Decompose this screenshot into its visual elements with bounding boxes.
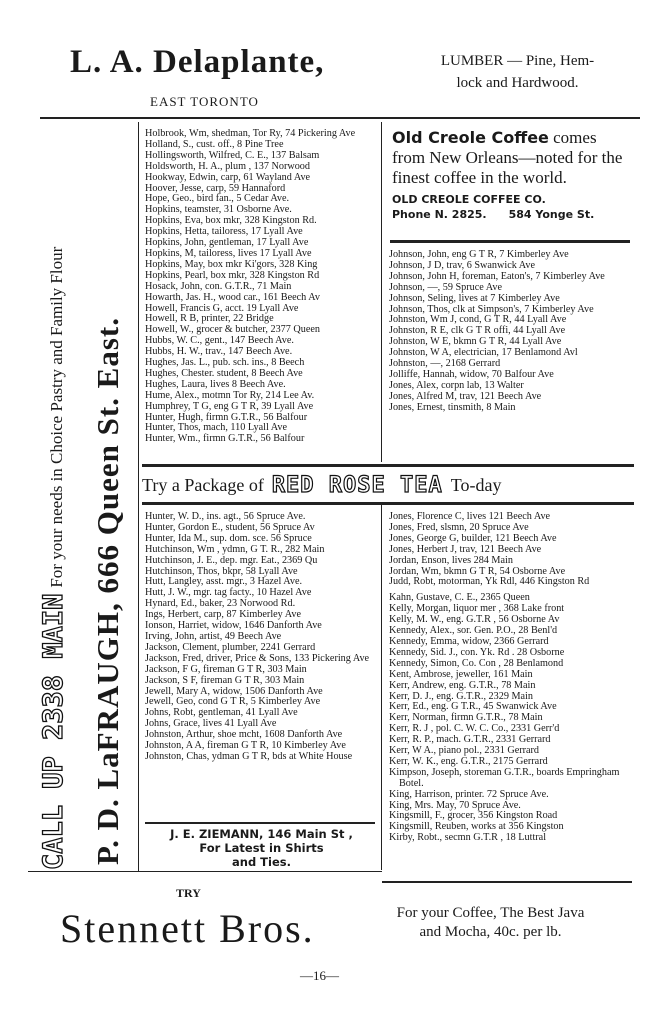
side-divider <box>138 122 139 872</box>
directory-entry: Johnson, J D, trav, 6 Swanwick Ave <box>389 259 536 271</box>
directory-entry: Johnston, Arthur, shoe mcht, 1608 Danforth Ave <box>145 729 343 741</box>
directory-entry: Howell, R B, printer, 22 Bridge <box>145 313 274 325</box>
directory-entry: Humphrey, T G, eng G T R, 39 Lyall Ave <box>145 400 314 412</box>
directory-entry: Johnson, Seling, lives at 7 Kimberley Ave <box>389 292 560 304</box>
stennett-line-2: and Mocha, 40c. per lb. <box>419 924 562 940</box>
directory-entry: Hubbs, H. W., trav., 147 Beech Ave. <box>145 346 293 358</box>
directory-entry: Jones, Alfred M, trav, 121 Beech Ave <box>389 390 542 402</box>
stennett-try: TRY <box>176 886 201 900</box>
directory-entry: Johnson, —, 59 Spruce Ave <box>389 281 502 293</box>
directory-entry: Kerr, R. J , pol. C. W. C. Co., 2331 Gerr'd <box>389 723 560 735</box>
directory-entry: Hunter, Wm., firmn G.T.R., 56 Balfour <box>145 433 305 445</box>
directory-entry: Kelly, Morgan, liquor mer , 368 Lake front <box>389 603 565 615</box>
column-divider <box>381 122 382 462</box>
directory-entry: Judd, Robt, motorman, Yk Rdl, 446 Kingston Rd <box>389 576 590 588</box>
directory-entry: Hutt, Langley, asst. mgr., 3 Hazel Ave. <box>145 576 303 588</box>
stennett-brand: Stennett Bros. <box>60 906 315 951</box>
directory-entry: Hookway, Edwin, carp, 61 Wayland Ave <box>145 171 311 183</box>
directory-entry: Jewell, Mary A, widow, 1506 Danforth Ave <box>145 685 323 697</box>
directory-entry: Hopkins, Hetta, tailoress, 17 Lyall Ave <box>145 226 303 238</box>
directory-entry: Holland, S., cust. off., 8 Pine Tree <box>145 138 284 150</box>
directory-entry: Hume, Alex., motmn Tor Ry, 214 Lee Av. <box>145 389 315 401</box>
directory-entry: Kimpson, Joseph, storeman G.T.R., boards Empringham Botel. <box>389 766 620 789</box>
directory-entry: Hutchinson, J. E., dep. mgr. Eat., 2369 Qu <box>145 554 318 566</box>
directory-entry: Jones, Herbert J, trav, 121 Beech Ave <box>389 543 542 555</box>
directory-entry: Hutt, J. W., mgr. tag facty., 10 Hazel Ave <box>145 587 312 599</box>
directory-entry: Hunter, Ida M., sup. dom. sce. 56 Spruce <box>145 532 312 544</box>
directory-entry: Jones, Florence C, lives 121 Beech Ave <box>389 511 551 522</box>
coffee-company: OLD CREOLE COFFEE CO. <box>392 193 546 206</box>
banner-suffix: To-day <box>450 474 502 495</box>
coffee-ad <box>392 128 632 222</box>
directory-entry: Hutchinson, Thos, bkpr, 58 Lyall Ave <box>145 565 298 577</box>
ziemann-rule <box>145 822 375 824</box>
banner-rule-top <box>142 464 634 467</box>
directory-entry: Holbrook, Wm, shedman, Tor Ry, 74 Pickering Ave <box>145 128 356 139</box>
advertiser-city: EAST TORONTO <box>150 94 259 109</box>
directory-entry: Hughes, Jas. L., pub. sch. ins., 8 Beech <box>145 357 305 369</box>
directory-entry: Johnston, R E, clk G T R offi, 44 Lyall Ave <box>389 325 566 337</box>
directory-entry: Hughes, Chester. student, 8 Beech Ave <box>145 367 303 379</box>
directory-entry: Kirby, Robt., secmn G.T.R , 18 Luttral <box>389 832 547 844</box>
directory-entry: Jones, Alex, corpn lab, 13 Walter <box>389 379 524 391</box>
directory-entry: Jolliffe, Hannah, widow, 70 Balfour Ave <box>389 368 554 380</box>
directory-entry: Kerr, Andrew, eng. G.T.R., 78 Main <box>389 679 536 691</box>
directory-entry: Jordan, Enson, lives 284 Main <box>389 554 513 566</box>
stennett-line-1: For your Coffee, The Best Java <box>396 905 585 921</box>
coffee-brand: Old Creole Coffee <box>392 128 549 147</box>
coffee-phone: Phone N. 2825. <box>392 208 487 221</box>
banner-rule-bottom <box>142 502 634 505</box>
coffee-address: 584 Yonge St. <box>508 208 595 221</box>
directory-entry: Jones, Ernest, tinsmith, 8 Main <box>389 401 516 413</box>
ziemann-line-1: J. E. ZIEMANN, 146 Main St , <box>170 827 353 841</box>
lumber-ad <box>395 50 640 94</box>
upper-right-entries <box>389 250 631 414</box>
directory-entry: Kennedy, Alex., sor. Gen. P.O., 28 Benl'd <box>389 625 558 637</box>
ziemann-line-3: and Ties. <box>232 855 291 869</box>
lower-left-entries <box>145 512 378 763</box>
directory-entry: Johns, Grace, lives 41 Lyall Ave <box>145 718 277 730</box>
directory-entry: Hopkins, Eva, box mkr, 328 Kingston Rd. <box>145 215 317 227</box>
directory-entry: Jones, Fred, slsmn, 20 Spruce Ave <box>389 521 529 533</box>
directory-entry: Kerr, W A., piano pol., 2331 Gerrard <box>389 745 540 757</box>
directory-entry: Johnson, Thos, clk at Simpson's, 7 Kimberley Ave <box>389 303 594 315</box>
directory-entry: Kennedy, Sid. J., con. Yk. Rd . 28 Osborne <box>389 646 565 658</box>
directory-entry: Hubbs, W. C., gent., 147 Beech Ave. <box>145 335 294 347</box>
banner-brand: RED ROSE TEA <box>271 472 443 498</box>
lumber-line-2: lock and Hardwood. <box>456 75 579 91</box>
upper-left-entries <box>145 129 378 445</box>
directory-entry: Hopkins, Pearl, box mkr, 328 Kingston Rd <box>145 269 320 281</box>
side-ad-needs: For your needs in Choice Pastry and Family Flour <box>47 246 66 588</box>
directory-entry: Ings, Herbert, carp, 87 Kimberley Ave <box>145 609 301 621</box>
directory-entry: Hopkins, May, box mkr Ki'gors, 328 King <box>145 258 318 270</box>
directory-entry: Johnston, Wm J, cond, G T R, 44 Lyall Ave <box>389 314 567 326</box>
directory-entry: Hutchinson, Wm , ydmn, G T. R., 282 Main <box>145 543 325 555</box>
directory-entry: Kennedy, Simon, Co. Con , 28 Benlamond <box>389 657 564 669</box>
directory-entry: Holdsworth, H. A., plum , 137 Norwood <box>145 160 310 172</box>
directory-entry: Kerr, R. P., mach. G.T.R., 2331 Gerrard <box>389 734 551 746</box>
directory-entry: Hollingsworth, Wilfred, C. E., 137 Balsam <box>145 149 320 161</box>
side-ad-name: P. D. LaFRAUGH, 666 Queen St. East. <box>90 317 125 865</box>
directory-entry: Kerr, W. K., eng. G.T.R., 2175 Gerrard <box>389 755 548 767</box>
directory-entry: Johnson, John H, foreman, Eaton's, 7 Kimberley Ave <box>389 270 605 282</box>
directory-entry: Kennedy, Emma, widow, 2366 Gerrard <box>389 635 549 647</box>
lower-right-rule <box>382 881 632 883</box>
directory-entry: Hunter, Hugh, firmn G.T.R., 56 Balfour <box>145 411 308 423</box>
directory-entry: Jackson, F G, fireman G T R, 303 Main <box>145 663 307 675</box>
coffee-ad-rule <box>390 240 630 243</box>
side-ad-call: CALL UP 2338 MAIN <box>38 593 69 870</box>
header-rule <box>40 117 640 119</box>
directory-entry: Hosack, John, con. G.T.R., 71 Main <box>145 280 292 292</box>
directory-entry: Johnston, Chas, ydman G T R, bds at White House <box>145 750 353 762</box>
directory-entry: Hunter, Gordon E., student, 56 Spruce Av <box>145 521 315 533</box>
directory-entry: Ionson, Harriet, widow, 1646 Danforth Ave <box>145 620 322 632</box>
red-rose-tea-banner <box>142 470 634 500</box>
stennett-coffee-ad <box>348 904 633 942</box>
page-number: —16— <box>300 968 339 983</box>
directory-entry: Hynard, Ed., baker, 23 Norwood Rd. <box>145 598 296 610</box>
directory-entry: Hopkins, John, gentleman, 17 Lyall Ave <box>145 237 309 249</box>
directory-entry: Jackson, Clement, plumber, 2241 Gerrard <box>145 641 316 653</box>
directory-entry: Howarth, Jas. H., wood car., 161 Beech Av <box>145 291 320 303</box>
directory-entry: Jackson, S F, fireman G T R, 303 Main <box>145 674 305 686</box>
directory-entry: Hopkins, M, tailoress, lives 17 Lyall Ave <box>145 247 312 259</box>
directory-entry: Hoover, Jesse, carp, 59 Hannaford <box>145 182 286 194</box>
directory-entry: Kingsmill, Reuben, works at 356 Kingston <box>389 821 564 833</box>
directory-entry: Johnston, W E, bkmn G T R, 44 Lyall Ave <box>389 336 562 348</box>
directory-entry: Johnston, —, 2168 Gerrard <box>389 358 501 370</box>
coffee-text: comes from New Orleans—noted for the finest coffee in the world. <box>392 128 623 187</box>
ziemann-ad <box>145 827 378 869</box>
directory-entry: King, Mrs. May, 70 Spruce Ave. <box>389 799 521 811</box>
directory-entry: Jordan, Wm, bkmn G T R, 54 Osborne Ave <box>389 565 566 577</box>
directory-entry: Jackson, Fred, driver, Price & Sons, 133 Pickering Ave <box>145 652 370 664</box>
column-divider-lower <box>381 505 382 870</box>
directory-entry: Kerr, Ed., eng. G T.R., 45 Swanwick Ave <box>389 701 557 713</box>
directory-entry: Kerr, D. J., eng. G.T.R., 2329 Main <box>389 690 533 702</box>
lumber-line-1: LUMBER — Pine, Hem- <box>440 53 595 69</box>
directory-entry: Hughes, Laura, lives 8 Beech Ave. <box>145 378 286 390</box>
side-ad <box>30 125 140 875</box>
lower-right-entries <box>389 512 631 844</box>
directory-entry: Hope, Geo., bird fan., 5 Cedar Ave. <box>145 193 290 205</box>
directory-entry: Johnston, A A, fireman G T R, 10 Kimberley Ave <box>145 740 346 752</box>
advertiser-name: L. A. Delaplante, <box>70 44 325 80</box>
side-bottom-rule <box>28 871 382 872</box>
directory-entry: King, Harrison, printer. 72 Spruce Ave. <box>389 788 549 800</box>
directory-entry: Johns, Robt, gentleman, 41 Lyall Ave <box>145 707 298 719</box>
directory-entry: Kingsmill, F., grocer, 356 Kingston Road <box>389 810 558 822</box>
directory-entry: Hopkins, teamster, 31 Osborne Ave. <box>145 204 292 216</box>
directory-entry: Johnson, John, eng G T R, 7 Kimberley Ave <box>389 249 569 260</box>
directory-entry: Irving, John, artist, 49 Beech Ave <box>145 630 282 642</box>
directory-entry: Kerr, Norman, firmn G.T.R., 78 Main <box>389 712 543 724</box>
directory-entry: Hunter, W. D., ins. agt., 56 Spruce Ave. <box>145 511 306 522</box>
banner-prefix: Try a Package of <box>142 474 264 495</box>
directory-entry: Kent, Ambrose, jeweller, 161 Main <box>389 668 533 680</box>
directory-entry: Howell, Francis G, acct. 19 Lyall Ave <box>145 302 299 314</box>
directory-entry: Hunter, Thos, mach, 110 Lyall Ave <box>145 422 287 434</box>
directory-entry: Kelly, M. W., eng. G.T.R , 56 Osborne Av <box>389 614 560 626</box>
directory-entry: Jewell, Geo, cond G T R, 5 Kimberley Ave <box>145 696 321 708</box>
ziemann-line-2: For Latest in Shirts <box>199 841 324 855</box>
directory-entry: Jones, George G, builder, 121 Beech Ave <box>389 532 557 544</box>
directory-entry: Howell, W., grocer & butcher, 2377 Queen <box>145 324 320 336</box>
directory-entry: Kahn, Gustave, C. E., 2365 Queen <box>389 592 530 604</box>
directory-entry: Johnston, W A, electrician, 17 Benlamond Avl <box>389 347 578 359</box>
